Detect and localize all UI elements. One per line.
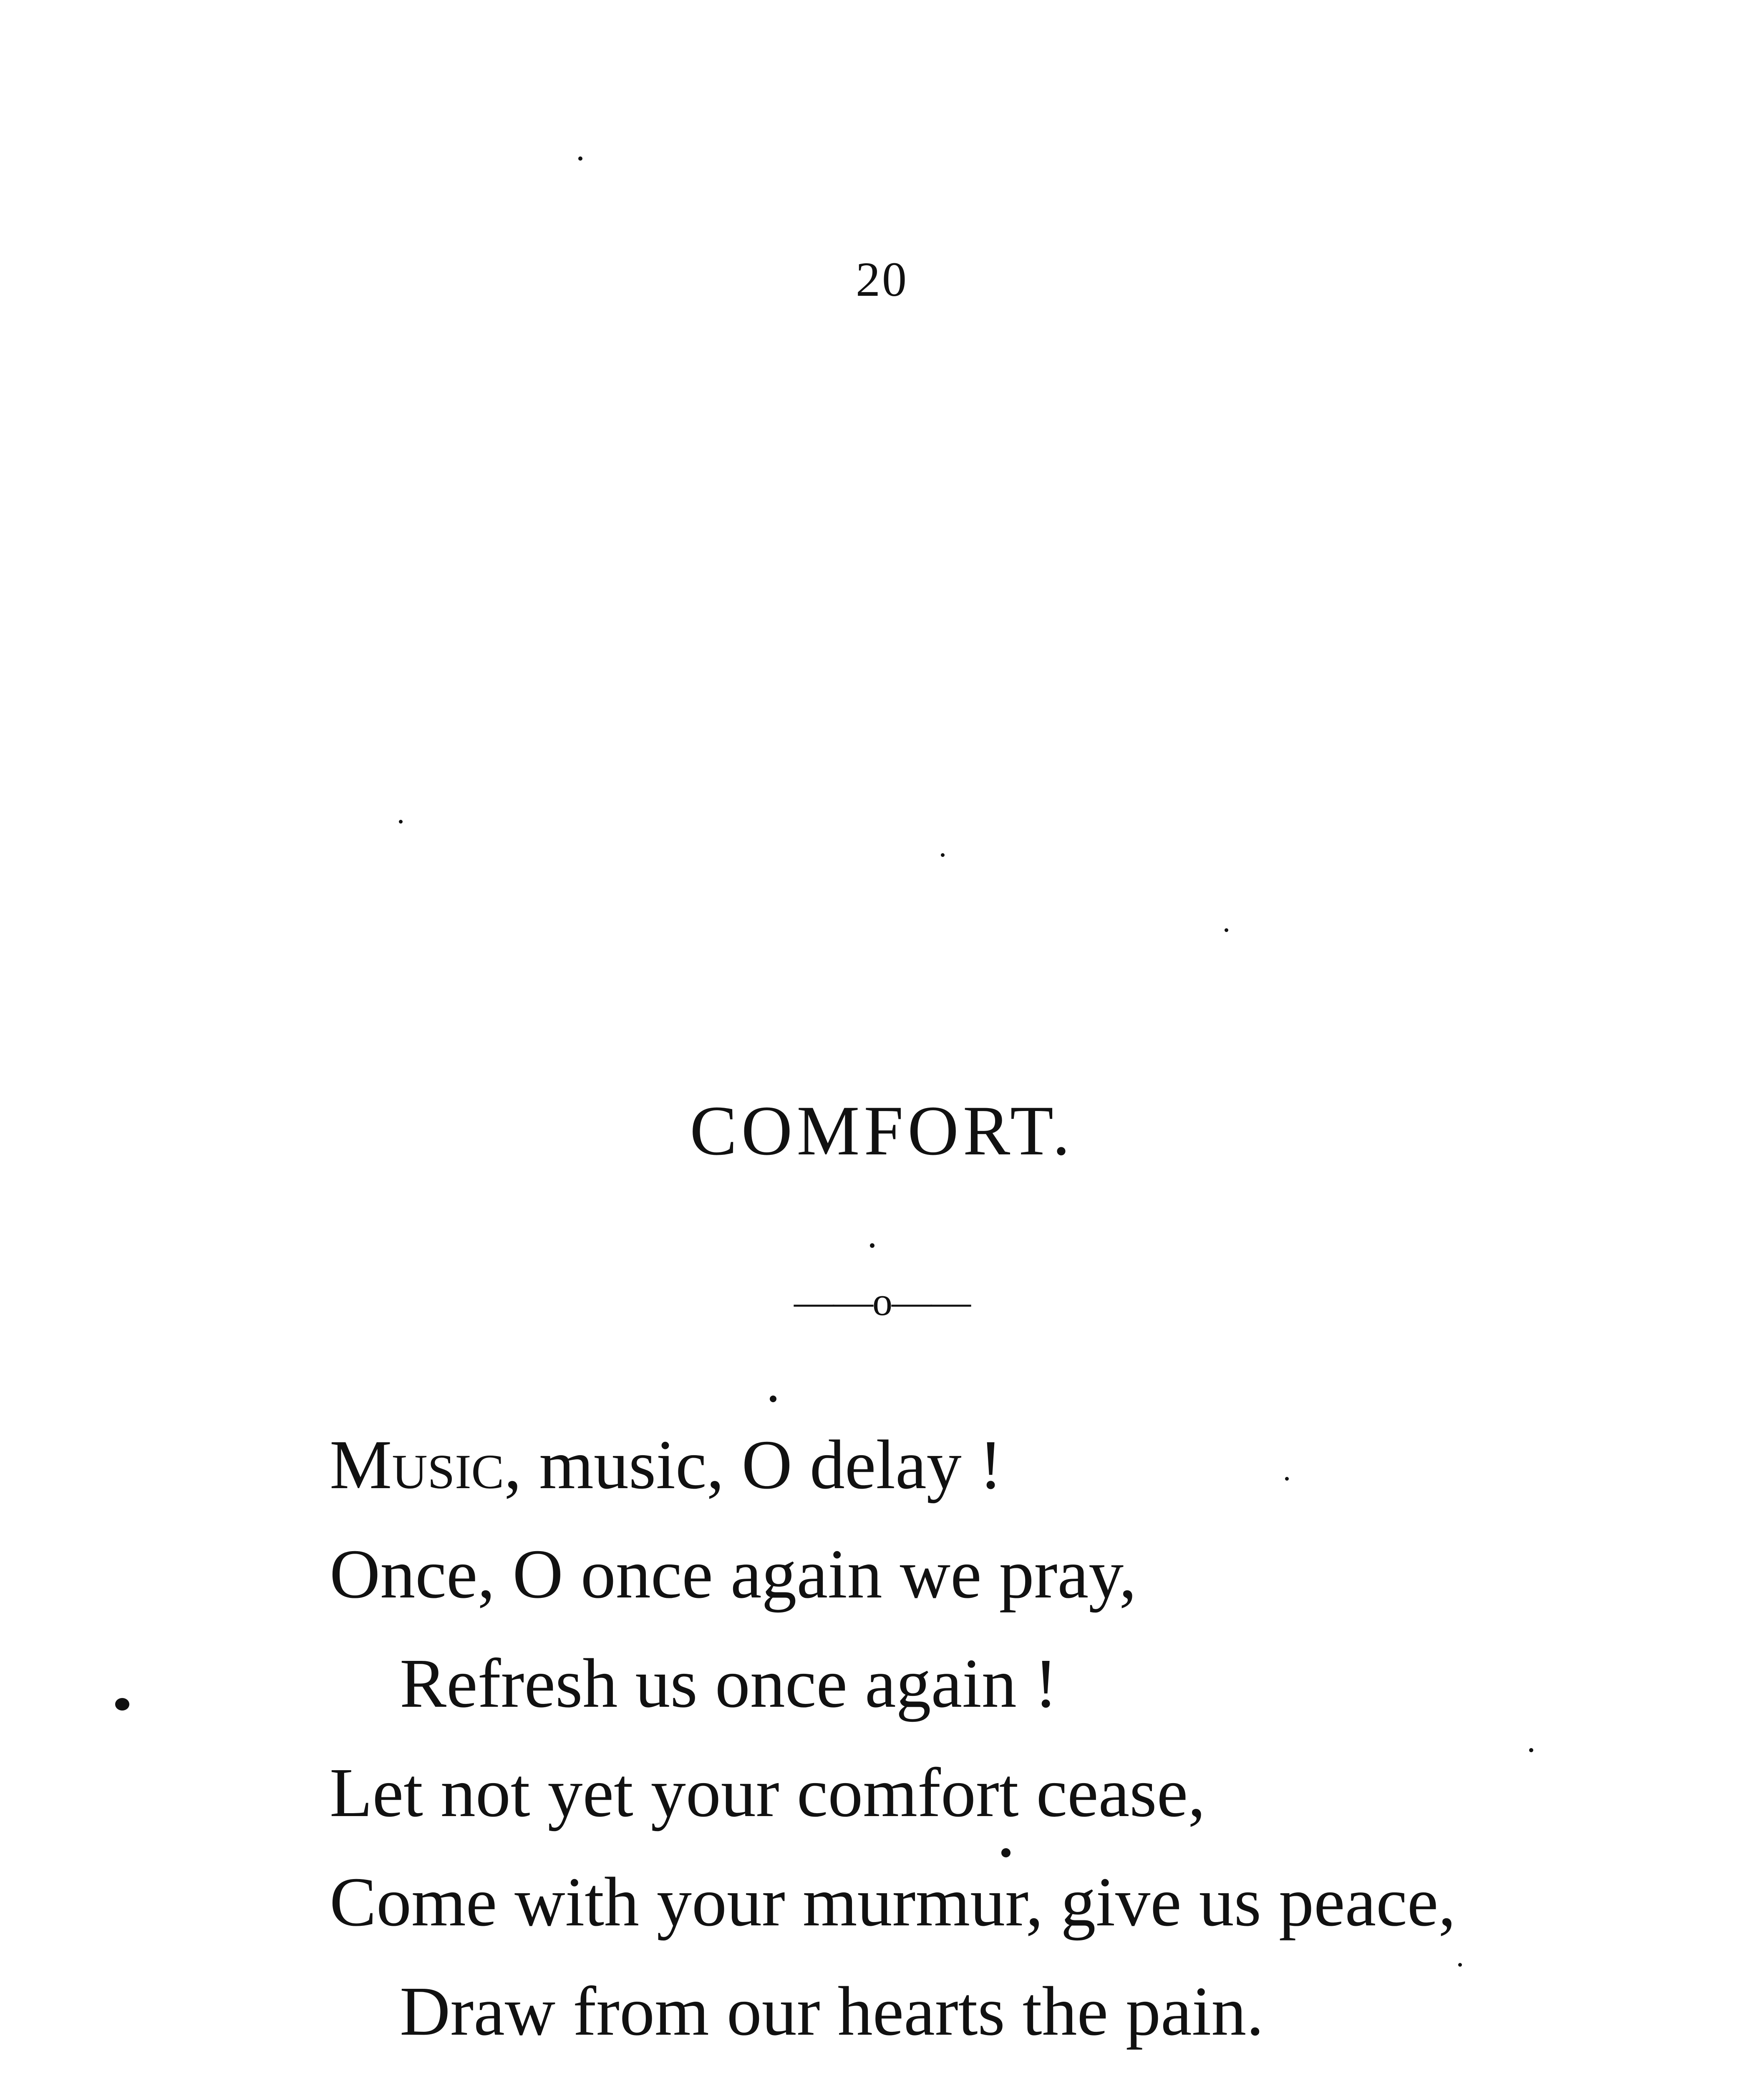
poem-title: COMFORT.	[690, 1091, 1074, 1170]
scan-speck	[941, 853, 945, 857]
scan-speck	[578, 156, 582, 161]
poem-line-indented: Draw from our hearts the pain.	[400, 1973, 1264, 2050]
page-number: 20	[856, 252, 908, 307]
poem-line	[330, 1410, 1665, 1519]
stanza-1	[330, 1410, 1665, 2066]
line-text: , music, O delay !	[504, 1426, 1003, 1504]
scan-speck	[870, 1243, 874, 1248]
title-separator: ——o——	[794, 1279, 970, 1324]
scan-speck	[770, 1396, 776, 1402]
poem-line: Let not yet your comfort cease,	[330, 1754, 1206, 1832]
poem-line: Once, O once again we pray,	[330, 1535, 1137, 1613]
poem-body	[330, 1410, 1665, 2086]
poem-line: Come with your murmur, give us peace,	[330, 1863, 1456, 1941]
poem-line-indented: Refresh us once again !	[400, 1645, 1058, 1722]
opening-word: Music	[330, 1426, 504, 1504]
scan-speck	[1225, 928, 1228, 932]
scan-speck	[399, 820, 403, 824]
scan-speck	[115, 1698, 129, 1711]
